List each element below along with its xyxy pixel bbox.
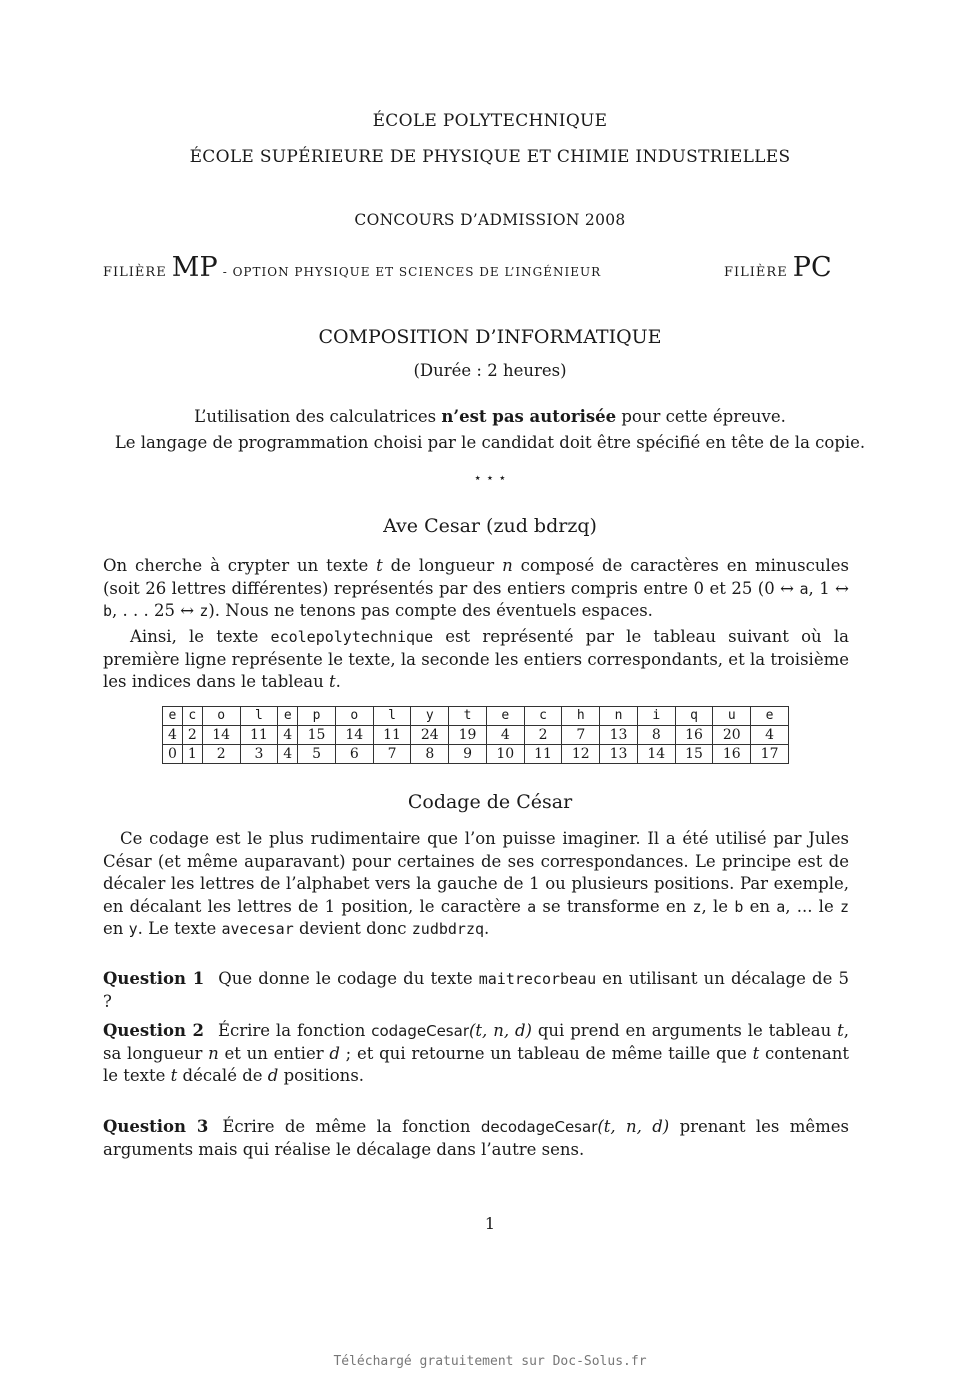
question-1 [103, 968, 849, 1013]
text: , 1 ↔ [808, 578, 849, 598]
table-cell: n [600, 707, 638, 726]
filiere-prefix: FILIÈRE [724, 265, 788, 280]
text: , ... le [785, 896, 840, 916]
math-n: n [208, 1043, 219, 1063]
table-cell: 11 [524, 745, 562, 764]
table-cell: 1 [182, 745, 202, 764]
text: devient donc [293, 919, 412, 938]
function-args: (t, n, d) [468, 1021, 532, 1040]
table-cell: 11 [373, 726, 411, 745]
composition-title: COMPOSITION D’INFORMATIQUE [318, 326, 662, 348]
text: contenant le texte [103, 1043, 849, 1085]
table-cell: c [524, 707, 562, 726]
calculatrice-notice [0, 407, 980, 426]
table-cell: o [335, 707, 373, 726]
text: en [743, 896, 777, 916]
text: On cherche à crypter un texte [103, 556, 377, 575]
paragraph-example [103, 626, 849, 694]
math-t: t [837, 1021, 844, 1040]
text: Ainsi, le texte [130, 627, 271, 646]
code-word: maitrecorbeau [478, 970, 597, 988]
table-cell: o [202, 707, 240, 726]
text: en [103, 919, 129, 938]
text: . Le texte [137, 919, 222, 938]
text: se transforme en [536, 896, 693, 916]
filiere-pc-label: PC [792, 252, 832, 283]
section-title-ave-cesar: Ave Cesar (zud bdrzq) [383, 515, 597, 537]
text: ; et qui retourne un tableau de même taille que [339, 1043, 753, 1063]
table-cell: 24 [411, 726, 449, 745]
text: en utilisant un décalage de 5 ? [103, 969, 849, 1011]
paragraph-codage [103, 828, 849, 941]
function-name: decodageCesar [480, 1118, 598, 1136]
text: composé de caractères en minuscules (soit 26 lettres différentes) représentés par des entiers compris entre 0 et 25 (0 ↔ [103, 556, 849, 598]
table-cell: c [182, 707, 202, 726]
table-cell: 14 [202, 726, 240, 745]
table-cell: 3 [240, 745, 278, 764]
section-title-codage: Codage de César [407, 791, 573, 813]
table-cell: 20 [713, 726, 751, 745]
code-char: z [839, 897, 849, 916]
page-number: 1 [484, 1214, 496, 1233]
table-cell: e [278, 707, 298, 726]
text: de longueur [382, 556, 503, 575]
table-cell: 4 [278, 745, 298, 764]
table-cell: 8 [637, 726, 675, 745]
filiere-mp [103, 252, 601, 283]
table-cell: 2 [202, 745, 240, 764]
table-row-values [163, 726, 789, 745]
duree: (Durée : 2 heures) [413, 361, 567, 380]
math-n: n [502, 556, 513, 575]
text: Ce codage est le plus rudimentaire que l’on puisse imaginer. Il a été utilisé par Jules César (et même auparavant) pour certaines de ses correspondances. Le principe est de décaler les lettres de l’alphabet vers la gauche de 1 ou plusieurs positions. Par exemple, en décalant les lettres de 1 position, le caractère [103, 829, 849, 916]
question-2-label: Question 2 [103, 1021, 204, 1040]
calc-text-bold: n’est pas autorisée [441, 407, 617, 426]
text: ). Nous ne tenons pas compte des éventuels espaces. [208, 601, 653, 620]
paragraph-intro [103, 555, 849, 623]
text: . [335, 672, 341, 691]
code-char: b [734, 897, 744, 916]
table-cell: 5 [298, 745, 336, 764]
code-word: zudbdrzq [411, 920, 485, 938]
table-cell: 13 [600, 745, 638, 764]
table-cell: l [373, 707, 411, 726]
function-args: (t, n, d) [597, 1117, 670, 1136]
table-cell: 4 [751, 726, 789, 745]
table-cell: 17 [751, 745, 789, 764]
school-name-2: ÉCOLE SUPÉRIEURE DE PHYSIQUE ET CHIMIE INDUSTRIELLES [189, 147, 791, 167]
code-char: y [128, 920, 138, 938]
example-table [162, 706, 789, 764]
code-char: a [527, 897, 537, 916]
table-cell: 7 [373, 745, 411, 764]
table-cell: 19 [449, 726, 487, 745]
text: Écrire de même la fonction [222, 1117, 481, 1136]
table-cell: t [449, 707, 487, 726]
question-1-label: Question 1 [103, 969, 205, 988]
text: prenant les mêmes arguments mais qui réalise le décalage dans l’autre sens. [103, 1117, 849, 1159]
question-2 [103, 1020, 849, 1088]
text: Que donne le codage du texte [218, 969, 479, 988]
function-name: codageCesar [371, 1022, 469, 1040]
footer-watermark: Téléchargé gratuitement sur Doc-Solus.fr [333, 1354, 647, 1369]
code-b: b [103, 602, 113, 620]
text: . [484, 919, 490, 938]
code-example: ecolepolytechnique [270, 628, 434, 646]
table-cell: 14 [335, 726, 373, 745]
code-z: z [199, 602, 209, 620]
table-cell: u [713, 707, 751, 726]
table-cell: 8 [411, 745, 449, 764]
code-char: a [776, 897, 786, 916]
table-row-letters [163, 707, 789, 726]
table-cell: 11 [240, 726, 278, 745]
text: est représenté par le tableau suivant où la première ligne représente le texte, la seconde les entiers correspondants, et la troisième les indices dans le tableau [103, 627, 849, 691]
text: et un entier [218, 1043, 330, 1063]
code-char: z [692, 897, 702, 916]
table-cell: i [637, 707, 675, 726]
math-t: t [376, 556, 383, 575]
code-a: a [799, 579, 809, 598]
calc-text-a: L’utilisation des calculatrices [194, 407, 442, 426]
school-name-1: ÉCOLE POLYTECHNIQUE [372, 111, 608, 131]
table-cell: 4 [163, 726, 183, 745]
table-cell: y [411, 707, 449, 726]
table-cell: 15 [675, 745, 713, 764]
text: décalé de [177, 1066, 268, 1085]
table-row-indices [163, 745, 789, 764]
table-cell: 16 [713, 745, 751, 764]
table-cell: 14 [637, 745, 675, 764]
table-cell: e [751, 707, 789, 726]
table-cell: 12 [562, 745, 600, 764]
question-3-label: Question 3 [103, 1117, 209, 1136]
table-cell: 4 [486, 726, 524, 745]
table-cell: q [675, 707, 713, 726]
table-cell: 2 [524, 726, 562, 745]
code-word: avecesar [221, 920, 294, 938]
table-cell: 13 [600, 726, 638, 745]
langage-notice: Le langage de programmation choisi par le candidat doit être spécifié en tête de la copie. [114, 433, 866, 452]
table-cell: 7 [562, 726, 600, 745]
table-cell: l [240, 707, 278, 726]
table-cell: 6 [335, 745, 373, 764]
table-cell: 0 [163, 745, 183, 764]
table-cell: p [298, 707, 336, 726]
text: , . . . 25 ↔ [112, 601, 200, 620]
stars-separator: ⋆ ⋆ ⋆ [473, 471, 507, 486]
math-d: d [329, 1043, 340, 1063]
filiere-pc [724, 252, 832, 283]
filiere-prefix: FILIÈRE [103, 265, 167, 280]
filiere-mp-option: - OPTION PHYSIQUE ET SCIENCES DE L’INGÉNIEUR [222, 265, 602, 279]
table-cell: e [486, 707, 524, 726]
text: , sa longueur [103, 1021, 850, 1063]
table-cell: e [163, 707, 183, 726]
table-cell: h [562, 707, 600, 726]
text: Écrire la fonction [217, 1021, 372, 1040]
table-cell: 16 [675, 726, 713, 745]
table-cell: 10 [486, 745, 524, 764]
math-t: t [752, 1043, 760, 1063]
text: positions. [278, 1066, 365, 1085]
question-3 [103, 1116, 849, 1161]
table-cell: 9 [449, 745, 487, 764]
calc-text-c: pour cette épreuve. [616, 407, 786, 426]
table-cell: 2 [182, 726, 202, 745]
filiere-mp-label: MP [171, 252, 218, 283]
table-cell: 15 [298, 726, 336, 745]
table-cell: 4 [278, 726, 298, 745]
math-t: t [170, 1066, 178, 1085]
math-d: d [267, 1066, 279, 1085]
text: , le [701, 896, 735, 916]
math-t: t [329, 672, 336, 691]
text: qui prend en arguments le tableau [531, 1021, 838, 1040]
concours-title: CONCOURS D’ADMISSION 2008 [354, 211, 626, 229]
